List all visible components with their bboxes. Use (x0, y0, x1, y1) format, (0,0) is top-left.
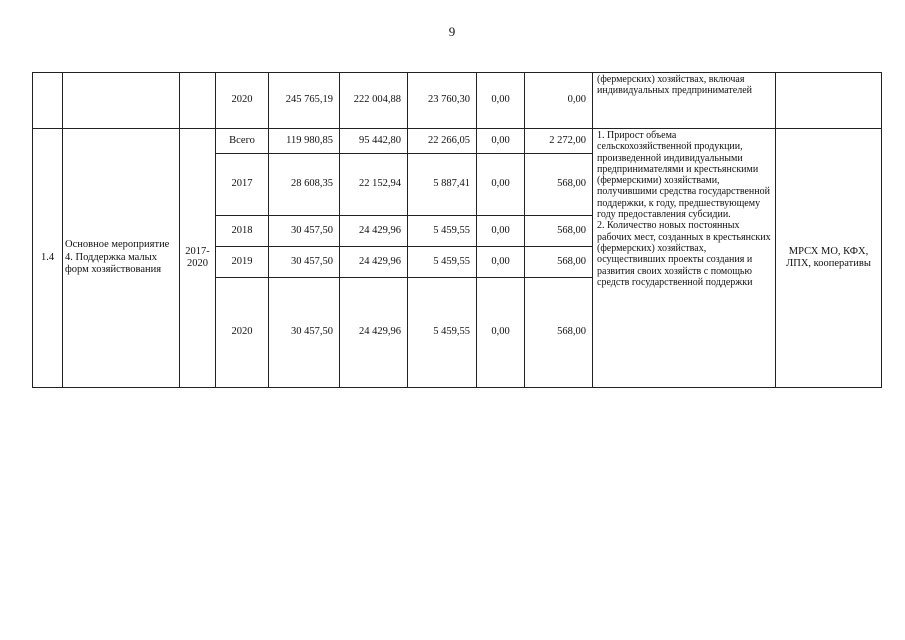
value-cell: 2 272,00 (525, 129, 593, 154)
value-cell: 24 429,96 (340, 216, 408, 247)
total-value-cell: 30 457,50 (269, 247, 340, 278)
empty-responsible-cell (776, 73, 882, 129)
value-cell: 22 266,05 (408, 129, 477, 154)
value-cell: 5 887,41 (408, 154, 477, 216)
value-cell: 24 429,96 (340, 247, 408, 278)
value-cell: 5 459,55 (408, 278, 477, 388)
empty-number-cell (33, 73, 63, 129)
year-cell: 2017 (216, 154, 269, 216)
value-cell: 0,00 (477, 278, 525, 388)
value-cell: 0,00 (477, 73, 525, 129)
year-cell: 2019 (216, 247, 269, 278)
responsible-executors: МРСХ МО, КФХ, ЛПХ, кооперативы (776, 129, 882, 388)
value-cell: 568,00 (525, 278, 593, 388)
activity-number: 1.4 (33, 129, 63, 388)
page-number: 9 (448, 24, 456, 39)
value-cell: 0,00 (477, 129, 525, 154)
year-cell: 2018 (216, 216, 269, 247)
value-cell: 24 429,96 (340, 278, 408, 388)
value-cell: 0,00 (525, 73, 593, 129)
empty-period-cell (180, 73, 216, 129)
total-value-cell: 30 457,50 (269, 278, 340, 388)
total-value-cell: 28 608,35 (269, 154, 340, 216)
year-cell: 2020 (216, 73, 269, 129)
year-cell: Всего (216, 129, 269, 154)
value-cell: 568,00 (525, 247, 593, 278)
activity-name: Основное мероприятие 4. Поддержка малых форм хозяйствования (63, 129, 180, 388)
value-cell: 568,00 (525, 154, 593, 216)
value-cell: 0,00 (477, 216, 525, 247)
total-value-cell: 119 980,85 (269, 129, 340, 154)
activity-period: 2017-2020 (180, 129, 216, 388)
table-row-continuation (33, 73, 882, 129)
value-cell: 5 459,55 (408, 216, 477, 247)
indicator-1: 1. Прирост объема сельскохозяйственной продукции, произведенной индивидуальными предпринимателями и крестьянскими (фермерскими) хозяйствами, получившими средства государственной поддержки, к году, предшествующему году предоставления субсидии. (597, 130, 770, 221)
value-cell: 95 442,80 (340, 129, 408, 154)
value-cell: 22 152,94 (340, 154, 408, 216)
value-cell: 23 760,30 (408, 73, 477, 129)
value-cell: 0,00 (477, 154, 525, 216)
table-row-total (33, 129, 882, 154)
program-table (32, 72, 882, 388)
value-cell: 568,00 (525, 216, 593, 247)
indicator-description (593, 129, 776, 388)
empty-name-cell (63, 73, 180, 129)
total-value-cell: 245 765,19 (269, 73, 340, 129)
total-value-cell: 30 457,50 (269, 216, 340, 247)
value-cell: 5 459,55 (408, 247, 477, 278)
indicator-description-tail: (фермерских) хозяйствах, включая индивидуальных предпринимателей (593, 73, 776, 129)
value-cell: 222 004,88 (340, 73, 408, 129)
year-cell: 2020 (216, 278, 269, 388)
value-cell: 0,00 (477, 247, 525, 278)
indicator-2: 2. Количество новых постоянных рабочих мест, созданных в крестьянских (фермерских) хозяйствах, осуществивших проекты создания и развития своих хозяйств с помощью средств государственной поддержки (597, 220, 771, 288)
